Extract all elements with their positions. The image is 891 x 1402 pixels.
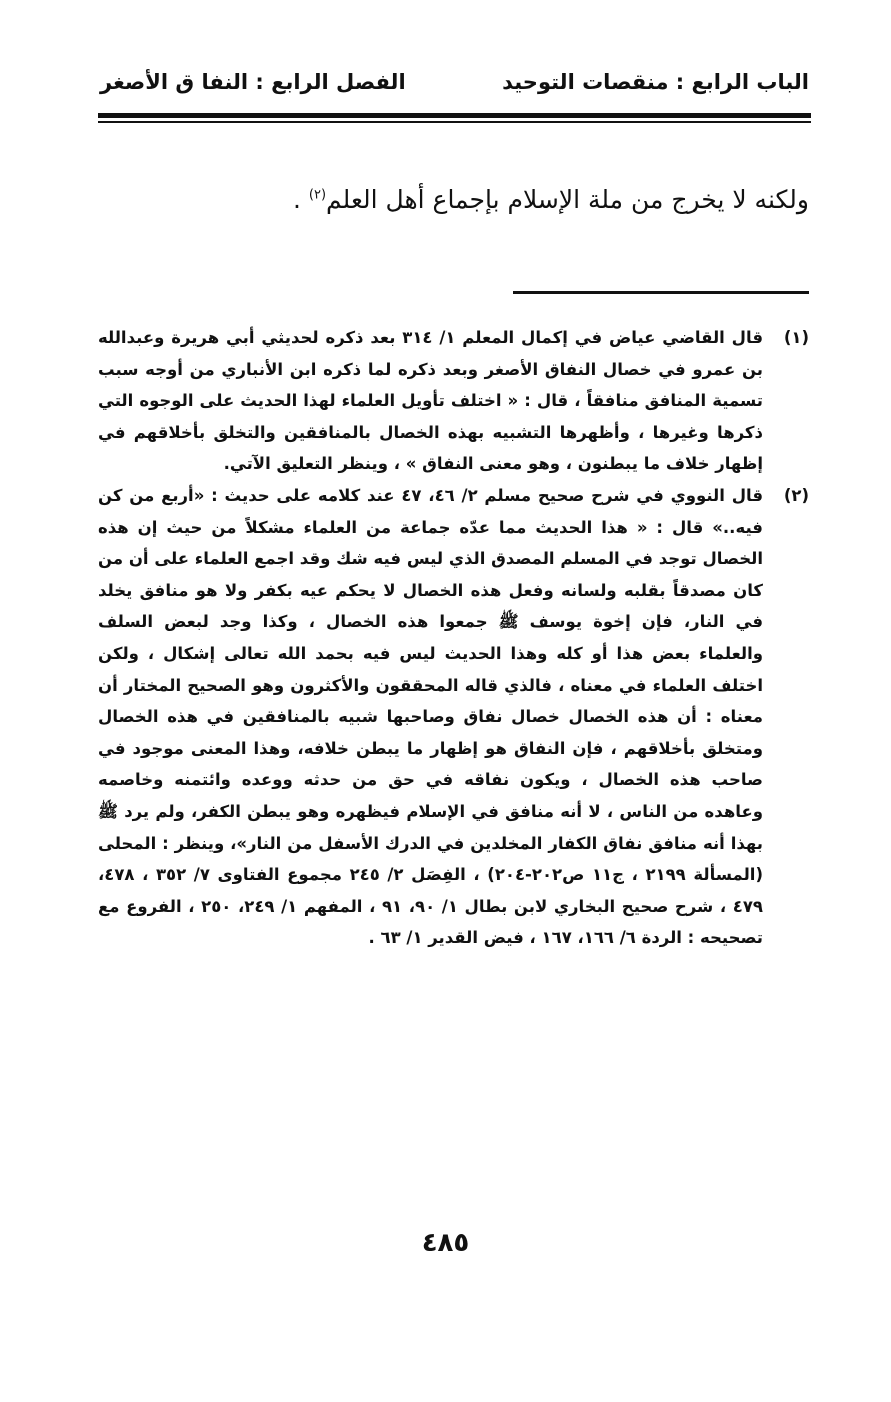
footnote-1-text: قال القاضي عياض في إكمال المعلم ١/ ٣١٤ بعد ذكره لحديثي أبي هريرة وعبدالله بن عمرو في خصال النفاق الأصغر وبعد ذكره لما ذكره ابن الأنباري من أوجه سبب تسمية المنافق منافقاً ، قال : « اختلف تأويل العلماء لهذا الحديث على الوجوه التي ذكرها وغيرها ، وأظهرها التشبيه بهذه الخصال بالمنافقين والتخلق بأخلاقهم في إظهار خلاف ما يبطنون ، وهو معنى النفاق » ، وينظر التعليق الآتي.	[98, 328, 763, 474]
main-text-body: ولكنه لا يخرج من ملة الإسلام بإجماع أهل العلم	[326, 185, 809, 214]
header-rule-thin	[98, 121, 811, 123]
footnote-2-text: قال النووي في شرح صحيح مسلم ٢/ ٤٦، ٤٧ عند كلامه على حديث : «أربع من كن فيه..» قال : « هذا الحديث مما عدّه جماعة من العلماء مشكلاً من حيث إن هذه الخصال توجد في المسلم المصدق الذي ليس فيه شك وقد اجمع العلماء على أن من كان مصدقاً بقلبه ولسانه وفعل هذه الخصال لا يحكم عيه بكفر ولا هو منافق يخلد في النار، فإن إخوة يوسف ﷺ جمعوا هذه الخصال ، وكذا وجد لبعض السلف والعلماء بعض هذا أو كله وهذا الحديث ليس فيه بحمد الله تعالى إشكال ، ولكن اختلف العلماء في معناه ، فالذي قاله المحققون والأكثرون وهو الصحيح المختار أن معناه : أن هذه الخصال خصال نفاق وصاحبها شبيه بالمنافقين في هذه الخصال ومتخلق بأخلاقهم ، فإن النفاق هو إظهار ما يبطن خلافه، وهذا المعنى موجود في صاحب هذه الخصال ، ويكون نفاقه في حق من حدثه ووعده وائتمنه وخاصمه وعاهده من الناس ، لا أنه منافق في الإسلام فيظهره وهو يبطن الكفر، ولم يرد ﷺ بهذا أنه منافق نفاق الكفار المخلدين في الدرك الأسفل من النار»، وينظر : المحلى (المسألة ٢١٩٩ ، ج١١ ص٢٠٢-٢٠٤) ، الفِصَل ٢/ ٢٤٥ مجموع الفتاوى ٧/ ٣٥٢ ، ٤٧٨، ٤٧٩ ، شرح صحيح البخاري لابن بطال ١/ ٩٠، ٩١ ، المفهم ١/ ٢٤٩، ٢٥٠ ، الفروع مع تصحيحه : الردة ٦/ ١٦٦، ١٦٧ ، فيض القدير ١/ ٦٣ .	[98, 485, 764, 948]
chapter-title: الباب الرابع : منقصات التوحيد	[502, 70, 809, 94]
section-title: الفصل الرابع : النفا ق الأصغر	[100, 70, 406, 94]
footnote-2-number: (٢)	[783, 485, 809, 505]
main-text-end: .	[292, 185, 309, 214]
footnote-1-number: (١)	[783, 328, 809, 347]
footnote-1	[98, 322, 809, 480]
footnote-ref: (٢)	[308, 187, 327, 203]
page-number: ٤٨٥	[421, 1228, 470, 1258]
main-text	[100, 178, 809, 222]
header-rule-thick	[98, 113, 811, 118]
footnote-2	[98, 480, 809, 954]
running-header	[100, 62, 809, 102]
footnote-separator	[513, 291, 809, 294]
footnotes	[98, 322, 809, 954]
